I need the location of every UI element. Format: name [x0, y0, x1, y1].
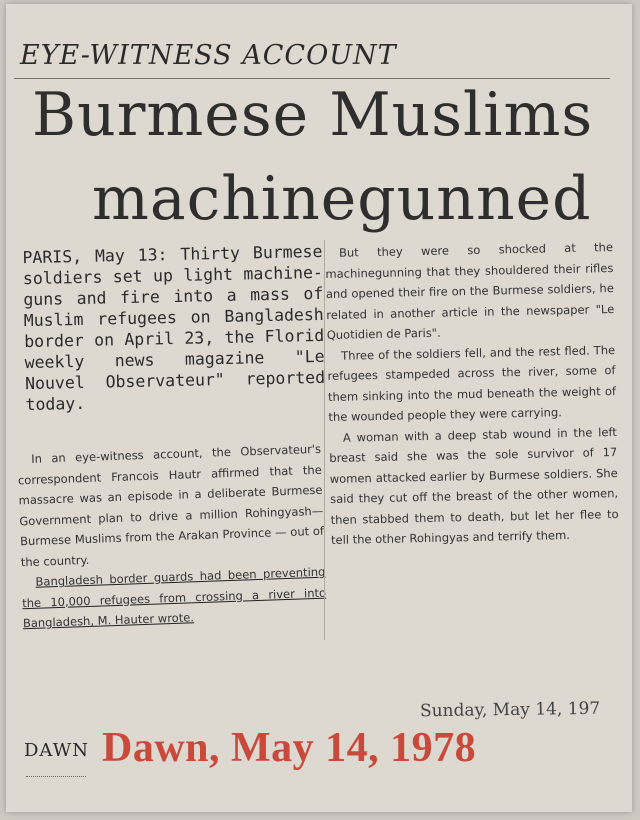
source-caption: Dawn, May 14, 1978 [102, 725, 477, 771]
article-lead [22, 241, 325, 415]
handwritten-scribble [26, 766, 86, 777]
right-paragraph-2: Three of the soldiers fell, and the rest fled. The refugees stampeded across the river, some of them sinking into the mud beneath the weight of the wounded people they were carrying. [327, 342, 617, 425]
rule-top [14, 78, 610, 79]
article-column-left [17, 439, 327, 634]
right-paragraph-1: But they were so shocked at the machinegunning that they shouldered their rifles and opened their fire on the Burmese soldiers, he related in another article in the newspaper "Le Quotidien de Paris". [325, 240, 615, 343]
headline-line2: machinegunned [92, 164, 592, 234]
article-kicker: EYE-WITNESS ACCOUNT [20, 40, 397, 71]
left-paragraph-1: In an eye-witness account, the Observateur's correspondent Francois Hautr affirmed that the massacre was an episode in a deliberate Burmese Government plan to drive a million Rohingyash—Burmese Muslims from the Arakan Province — out of the country. [17, 441, 325, 569]
right-paragraph-3: A woman with a deep stab wound in the left breast said she was the sole survivor of 17 women attacked earlier by Burmese soldiers. She said they cut off the breast of the other women, then stabbed them to death, but let her flee to tell the other Rohingyas and terrify them. [329, 424, 619, 547]
print-date: Sunday, May 14, 197 [419, 698, 601, 722]
newspaper-clipping [6, 4, 632, 812]
column-divider [324, 240, 325, 640]
article-column-right [325, 237, 619, 550]
left-paragraph-2: Bangladesh border guards had been preventing the 10,000 refugees from crossing a river into Bangladesh, M. Hauter wrote. [21, 564, 327, 631]
headline-line1: Burmese Muslims [32, 80, 594, 150]
newspaper-masthead: DAWN [24, 740, 89, 761]
lead-paragraph: PARIS, May 13: Thirty Burmese soldiers set up light machine-guns and fire into a mass of Muslim refugees on Bangladesh border on April 23, the Florid weekly news magazine "Le Nouvel Observateur" reported today. [22, 241, 326, 415]
